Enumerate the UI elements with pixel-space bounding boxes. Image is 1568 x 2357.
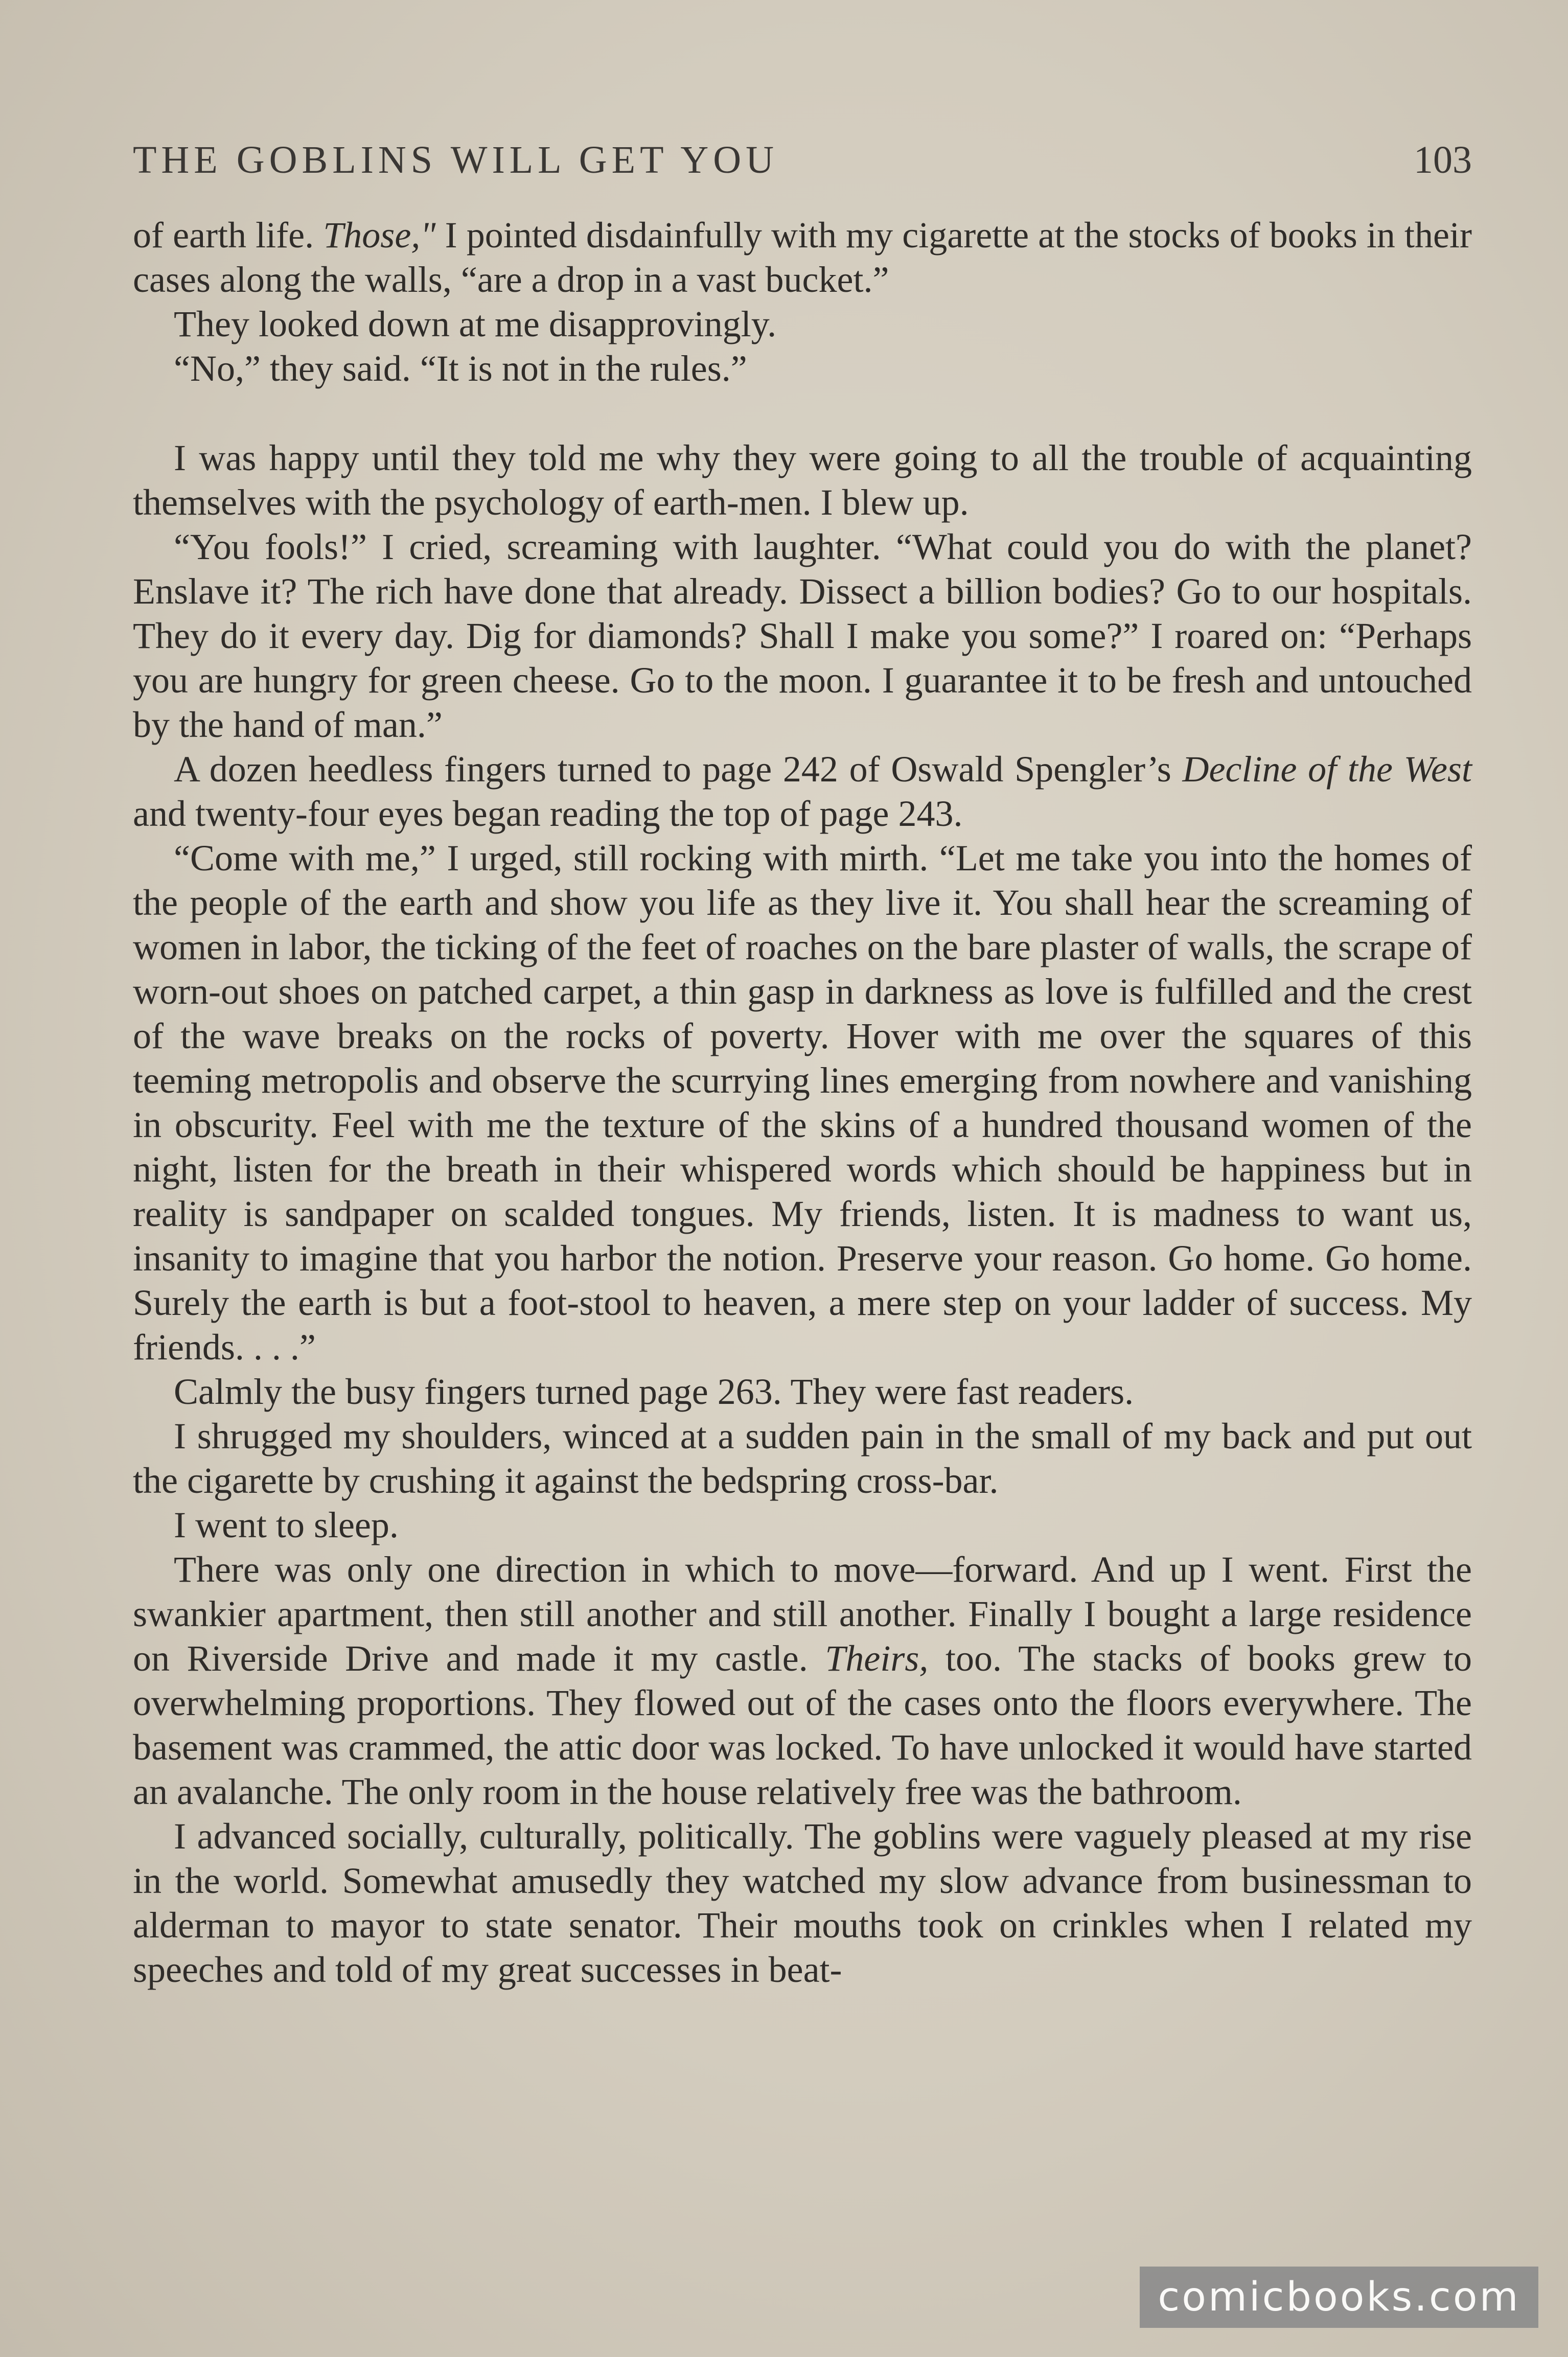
paragraph-11: There was only one direction in which to move—forward. And up I went. First the swankier apartment, then still another and still another. Finally I bought a large residence on Riverside Drive and made it my castle. Theirs, too. The stacks of books grew to overwhelming proportions. They flowed out of the cases onto the floors everywhere. The basement was crammed, the attic door was locked. To have unlocked it would have started an avalanche. The only room in the house relatively free was the bathroom. [133,1549,1472,1812]
paragraph-4: I was happy until they told me why they were going to all the trouble of acquainting themselves with the psychology of earth-men. I blew up. [133,437,1472,523]
page-content [133,138,1472,1992]
paragraph-6: A dozen heedless fingers turned to page 242 of Oswald Spengler’s Decline of the West and twenty-four eyes began reading the top of page 243. [133,749,1472,834]
body-text [133,213,1472,1992]
paragraph-9: I shrugged my shoulders, winced at a sudden pain in the small of my back and put out the cigarette by crushing it against the bedspring cross-bar. [133,1416,1472,1501]
paragraph-10: I went to sleep. [174,1505,399,1545]
paragraph-7: “Come with me,” I urged, still rocking with mirth. “Let me take you into the homes of the people of the earth and show you life as they live it. You shall hear the screaming of women in labor, the ticking of the feet of roaches on the bare plaster of walls, the scrape of worn-out shoes on patched carpet, a thin gasp in darkness as love is fulfilled and the crest of the wave breaks on the rocks of poverty. Hover with me over the squares of this teeming metropolis and observe the scurrying lines emerging from nowhere and vanishing in obscurity. Feel with me the texture of the skins of a hundred thousand women of the night, listen for the breath in their whispered words which should be happiness but in reality is sandpaper on scalded tongues. My friends, listen. It is madness to want us, insanity to imagine that you harbor the notion. Preserve your reason. Go home. Go home. Surely the earth is but a foot-stool to heaven, a mere step on your ladder of success. My friends. . . .” [133,838,1472,1368]
site-watermark: comicbooks.com [1140,2267,1538,2328]
paragraph-12: I advanced socially, culturally, politically. The goblins were vaguely pleased at my rise in the world. Somewhat amusedly they watched my slow advance from businessman to alderman to mayor to state senator. Their mouths took on crinkles when I related my speeches and told of my great successes in beat- [133,1816,1472,1990]
paragraph-3: “No,” they said. “It is not in the rules.” [174,348,747,389]
page-number: 103 [1414,138,1472,181]
paragraph-5: “You fools!” I cried, screaming with laughter. “What could you do with the planet? Enslave it? The rich have done that already. Dissect a billion bodies? Go to our hospitals. They do it every day. Dig for diamonds? Shall I make you some?” I roared on: “Perhaps you are hungry for green cheese. Go to the moon. I guarantee it to be fresh and untouched by the hand of man.” [133,526,1472,745]
running-header [133,138,1472,182]
paragraph-1: of earth life. Those," I pointed disdainfully with my cigarette at the stocks of books in their cases along the walls, “are a drop in a vast bucket.” [133,215,1472,300]
paragraph-2: They looked down at me disapprovingly. [174,304,777,344]
running-title: THE GOBLINS WILL GET YOU [133,138,778,181]
paragraph-8: Calmly the busy fingers turned page 263. They were fast readers. [174,1371,1134,1412]
